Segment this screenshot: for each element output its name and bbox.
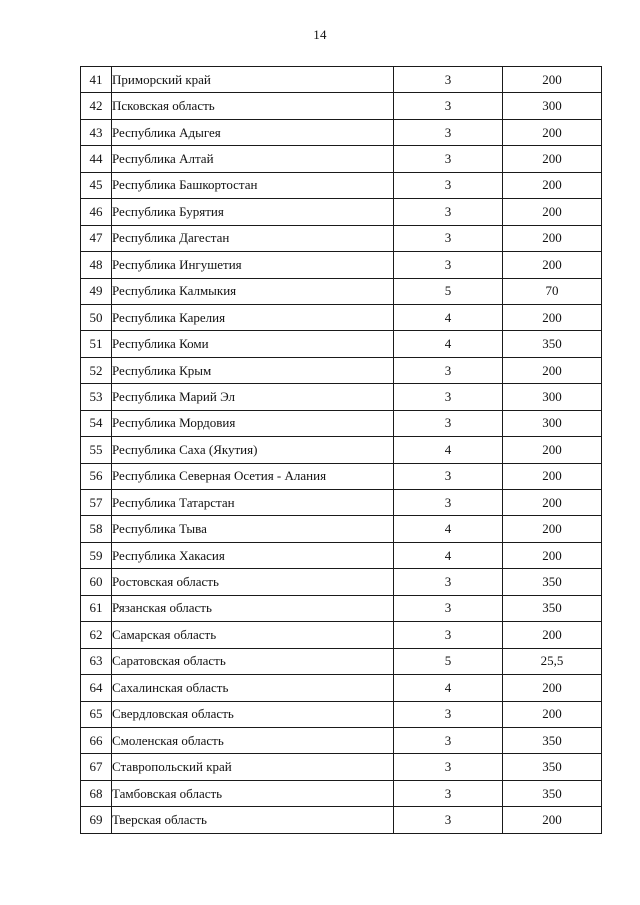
- value-b-cell: 200: [503, 172, 602, 198]
- value-a-cell: 3: [394, 569, 503, 595]
- regions-table: [80, 66, 602, 834]
- table-row: [81, 727, 602, 753]
- row-number-cell: 53: [81, 384, 112, 410]
- table-row: [81, 463, 602, 489]
- region-name-cell: Ставропольский край: [112, 754, 394, 780]
- region-name-cell: Республика Крым: [112, 357, 394, 383]
- value-a-cell: 4: [394, 331, 503, 357]
- table-row: [81, 622, 602, 648]
- region-name-cell: Саратовская область: [112, 648, 394, 674]
- region-name-cell: Республика Коми: [112, 331, 394, 357]
- region-name-cell: Республика Марий Эл: [112, 384, 394, 410]
- value-b-cell: 200: [503, 701, 602, 727]
- region-name-cell: Республика Ингушетия: [112, 252, 394, 278]
- value-a-cell: 4: [394, 675, 503, 701]
- row-number-cell: 63: [81, 648, 112, 674]
- table-row: [81, 199, 602, 225]
- region-name-cell: Республика Татарстан: [112, 490, 394, 516]
- region-name-cell: Приморский край: [112, 67, 394, 93]
- value-a-cell: 3: [394, 463, 503, 489]
- table-row: [81, 437, 602, 463]
- regions-table-body: [81, 67, 602, 834]
- region-name-cell: Тамбовская область: [112, 780, 394, 806]
- value-a-cell: 3: [394, 384, 503, 410]
- value-b-cell: 200: [503, 225, 602, 251]
- value-a-cell: 5: [394, 278, 503, 304]
- value-a-cell: 3: [394, 807, 503, 833]
- table-row: [81, 542, 602, 568]
- region-name-cell: Республика Алтай: [112, 146, 394, 172]
- table-row: [81, 754, 602, 780]
- value-b-cell: 200: [503, 807, 602, 833]
- row-number-cell: 61: [81, 595, 112, 621]
- region-name-cell: Республика Мордовия: [112, 410, 394, 436]
- value-a-cell: 4: [394, 542, 503, 568]
- value-a-cell: 3: [394, 146, 503, 172]
- value-a-cell: 3: [394, 172, 503, 198]
- value-b-cell: 25,5: [503, 648, 602, 674]
- region-name-cell: Свердловская область: [112, 701, 394, 727]
- region-name-cell: Республика Тыва: [112, 516, 394, 542]
- value-a-cell: 3: [394, 727, 503, 753]
- row-number-cell: 59: [81, 542, 112, 568]
- value-b-cell: 200: [503, 463, 602, 489]
- table-row: [81, 384, 602, 410]
- row-number-cell: 55: [81, 437, 112, 463]
- region-name-cell: Республика Калмыкия: [112, 278, 394, 304]
- row-number-cell: 66: [81, 727, 112, 753]
- value-a-cell: 3: [394, 622, 503, 648]
- row-number-cell: 48: [81, 252, 112, 278]
- row-number-cell: 46: [81, 199, 112, 225]
- row-number-cell: 65: [81, 701, 112, 727]
- value-a-cell: 4: [394, 437, 503, 463]
- row-number-cell: 44: [81, 146, 112, 172]
- value-a-cell: 5: [394, 648, 503, 674]
- value-b-cell: 200: [503, 119, 602, 145]
- row-number-cell: 56: [81, 463, 112, 489]
- value-a-cell: 3: [394, 225, 503, 251]
- region-name-cell: Псковская область: [112, 93, 394, 119]
- row-number-cell: 50: [81, 304, 112, 330]
- row-number-cell: 58: [81, 516, 112, 542]
- row-number-cell: 67: [81, 754, 112, 780]
- table-row: [81, 595, 602, 621]
- table-row: [81, 780, 602, 806]
- region-name-cell: Республика Карелия: [112, 304, 394, 330]
- value-b-cell: 350: [503, 727, 602, 753]
- value-a-cell: 3: [394, 780, 503, 806]
- value-a-cell: 4: [394, 516, 503, 542]
- table-row: [81, 304, 602, 330]
- value-b-cell: 200: [503, 252, 602, 278]
- value-b-cell: 200: [503, 516, 602, 542]
- row-number-cell: 52: [81, 357, 112, 383]
- table-row: [81, 410, 602, 436]
- table-row: [81, 67, 602, 93]
- table-row: [81, 225, 602, 251]
- row-number-cell: 60: [81, 569, 112, 595]
- region-name-cell: Рязанская область: [112, 595, 394, 621]
- value-a-cell: 3: [394, 701, 503, 727]
- value-b-cell: 300: [503, 93, 602, 119]
- region-name-cell: Республика Хакасия: [112, 542, 394, 568]
- row-number-cell: 57: [81, 490, 112, 516]
- value-b-cell: 350: [503, 754, 602, 780]
- table-row: [81, 701, 602, 727]
- row-number-cell: 47: [81, 225, 112, 251]
- table-row: [81, 357, 602, 383]
- row-number-cell: 54: [81, 410, 112, 436]
- value-a-cell: 3: [394, 119, 503, 145]
- row-number-cell: 49: [81, 278, 112, 304]
- region-name-cell: Ростовская область: [112, 569, 394, 595]
- value-b-cell: 200: [503, 146, 602, 172]
- table-row: [81, 119, 602, 145]
- row-number-cell: 45: [81, 172, 112, 198]
- region-name-cell: Республика Саха (Якутия): [112, 437, 394, 463]
- table-row: [81, 807, 602, 833]
- value-a-cell: 3: [394, 754, 503, 780]
- value-a-cell: 3: [394, 67, 503, 93]
- region-name-cell: Республика Башкортостан: [112, 172, 394, 198]
- value-b-cell: 200: [503, 304, 602, 330]
- table-row: [81, 675, 602, 701]
- region-name-cell: Республика Северная Осетия - Алания: [112, 463, 394, 489]
- value-a-cell: 3: [394, 357, 503, 383]
- row-number-cell: 62: [81, 622, 112, 648]
- region-name-cell: Сахалинская область: [112, 675, 394, 701]
- row-number-cell: 41: [81, 67, 112, 93]
- value-b-cell: 350: [503, 780, 602, 806]
- value-a-cell: 3: [394, 595, 503, 621]
- value-b-cell: 70: [503, 278, 602, 304]
- value-b-cell: 200: [503, 490, 602, 516]
- value-a-cell: 3: [394, 93, 503, 119]
- table-row: [81, 569, 602, 595]
- value-b-cell: 200: [503, 357, 602, 383]
- value-a-cell: 4: [394, 304, 503, 330]
- row-number-cell: 64: [81, 675, 112, 701]
- value-a-cell: 3: [394, 252, 503, 278]
- region-name-cell: Тверская область: [112, 807, 394, 833]
- page-number: 14: [313, 27, 327, 42]
- table-row: [81, 93, 602, 119]
- value-a-cell: 3: [394, 199, 503, 225]
- table-row: [81, 331, 602, 357]
- value-a-cell: 3: [394, 410, 503, 436]
- row-number-cell: 69: [81, 807, 112, 833]
- row-number-cell: 43: [81, 119, 112, 145]
- value-b-cell: 200: [503, 542, 602, 568]
- table-row: [81, 648, 602, 674]
- value-b-cell: 350: [503, 331, 602, 357]
- row-number-cell: 42: [81, 93, 112, 119]
- table-row: [81, 146, 602, 172]
- value-b-cell: 350: [503, 595, 602, 621]
- value-b-cell: 200: [503, 199, 602, 225]
- row-number-cell: 51: [81, 331, 112, 357]
- table-row: [81, 516, 602, 542]
- table-row: [81, 278, 602, 304]
- value-b-cell: 300: [503, 410, 602, 436]
- value-b-cell: 200: [503, 437, 602, 463]
- value-b-cell: 350: [503, 569, 602, 595]
- region-name-cell: Республика Дагестан: [112, 225, 394, 251]
- value-b-cell: 300: [503, 384, 602, 410]
- region-name-cell: Республика Адыгея: [112, 119, 394, 145]
- region-name-cell: Самарская область: [112, 622, 394, 648]
- value-a-cell: 3: [394, 490, 503, 516]
- row-number-cell: 68: [81, 780, 112, 806]
- value-b-cell: 200: [503, 622, 602, 648]
- region-name-cell: Смоленская область: [112, 727, 394, 753]
- value-b-cell: 200: [503, 675, 602, 701]
- table-row: [81, 252, 602, 278]
- region-name-cell: Республика Бурятия: [112, 199, 394, 225]
- table-row: [81, 490, 602, 516]
- value-b-cell: 200: [503, 67, 602, 93]
- table-row: [81, 172, 602, 198]
